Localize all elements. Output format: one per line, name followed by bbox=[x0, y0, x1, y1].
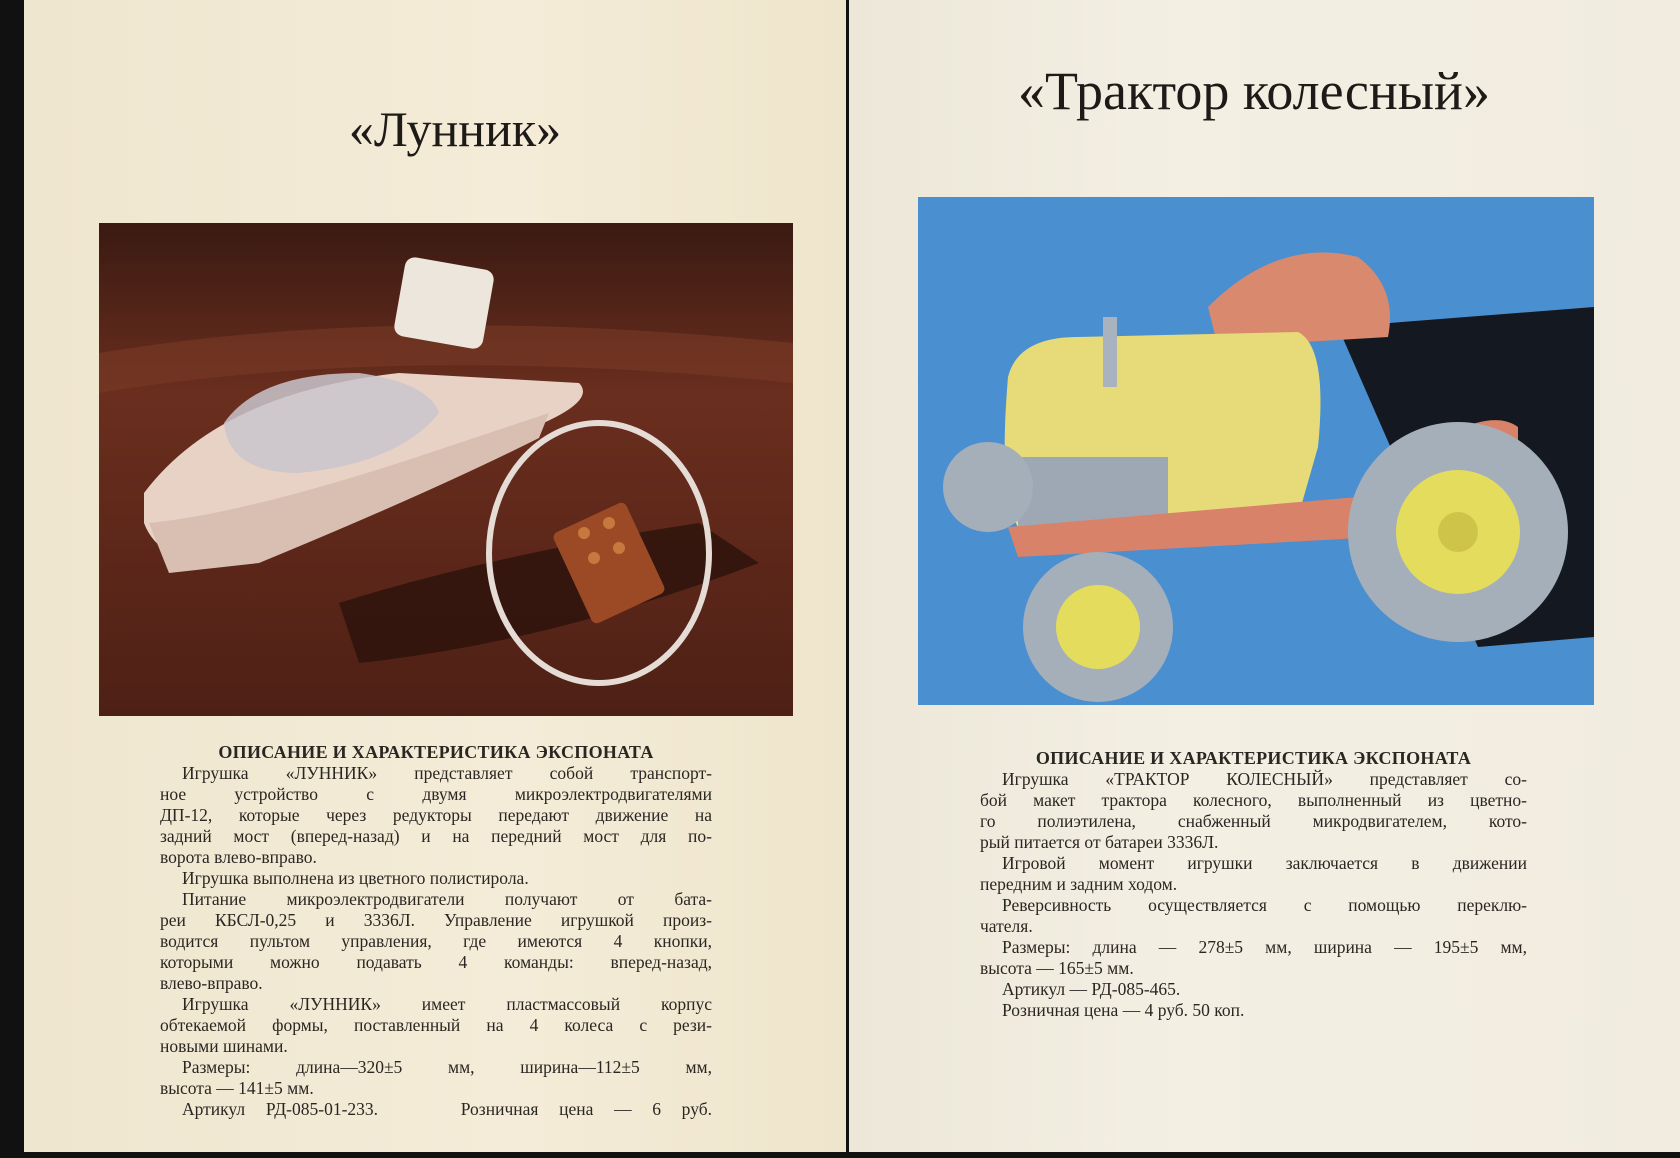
text-line: Питание микроэлектродвигатели получают от бата- bbox=[182, 889, 712, 909]
text-line: высота — 141±5 мм. bbox=[160, 1078, 314, 1098]
text-line: Игрушка выполнена из цветного полистирола. bbox=[182, 868, 529, 888]
text-line: новыми шинами. bbox=[160, 1036, 288, 1056]
text-line: Игрушка «ЛУННИК» имеет пластмассовый корпус bbox=[182, 994, 712, 1014]
text-line: Артикул — РД-085-465. bbox=[1002, 979, 1181, 999]
text-line: ное устройство с двумя микроэлектродвигателями bbox=[160, 784, 712, 804]
text-line: передним и задним ходом. bbox=[980, 874, 1178, 894]
text-line: влево-вправо. bbox=[160, 973, 263, 993]
page-title: «Лунник» bbox=[348, 101, 562, 157]
text-line: задний мост (вперед-назад) и на передний мост для по- bbox=[160, 826, 712, 846]
description-block bbox=[980, 748, 1527, 1021]
lunnik-toy-photo bbox=[99, 223, 793, 716]
text-line: Игрушка «ТРАКТОР КОЛЕСНЫЙ» представляет со- bbox=[1002, 769, 1527, 789]
right-page bbox=[849, 0, 1680, 1152]
description-block bbox=[160, 742, 712, 1120]
left-page bbox=[24, 0, 846, 1152]
page-title: «Трактор колесный» bbox=[1018, 61, 1490, 121]
text-line: высота — 165±5 мм. bbox=[980, 958, 1134, 978]
text-line: бой макет трактора колесного, выполненный из цветно- bbox=[980, 790, 1527, 810]
text-line: ДП-12, которые через редукторы передают движение на bbox=[160, 805, 712, 825]
text-line: ворота влево-вправо. bbox=[160, 847, 317, 867]
section-heading: ОПИСАНИЕ И ХАРАКТЕРИСТИКА ЭКСПОНАТА bbox=[1035, 748, 1472, 768]
text-line: обтекаемой формы, поставленный на 4 колеса с рези- bbox=[160, 1015, 712, 1035]
text-line: водится пультом управления, где имеются 4 кнопки, bbox=[160, 931, 712, 951]
text-line: го полиэтилена, снабженный микродвигателем, кото- bbox=[980, 811, 1527, 831]
text-line: чателя. bbox=[980, 916, 1033, 936]
text-line: Реверсивность осуществляется с помощью переклю- bbox=[1002, 895, 1527, 915]
tractor-toy-photo bbox=[918, 197, 1594, 705]
text-line: Розничная цена — 4 руб. 50 коп. bbox=[1002, 1000, 1245, 1020]
text-line: Размеры: длина—320±5 мм, ширина—112±5 мм, bbox=[182, 1057, 712, 1077]
text-line: рый питается от батареи 3336Л. bbox=[980, 832, 1219, 852]
text-line: Игровой момент игрушки заключается в движении bbox=[1002, 853, 1527, 873]
section-heading: ОПИСАНИЕ И ХАРАКТЕРИСТИКА ЭКСПОНАТА bbox=[218, 742, 654, 762]
text-line: Размеры: длина — 278±5 мм, ширина — 195±5 мм, bbox=[1002, 937, 1527, 957]
text-line: реи КБСЛ-0,25 и 3336Л. Управление игрушкой произ- bbox=[160, 910, 712, 930]
text-line: которыми можно подавать 4 команды: вперед-назад, bbox=[160, 952, 712, 972]
text-line: Артикул РД-085-01-233. Розничная цена — 6 руб. bbox=[182, 1099, 712, 1119]
text-line: Игрушка «ЛУННИК» представляет собой транспорт- bbox=[182, 763, 712, 783]
